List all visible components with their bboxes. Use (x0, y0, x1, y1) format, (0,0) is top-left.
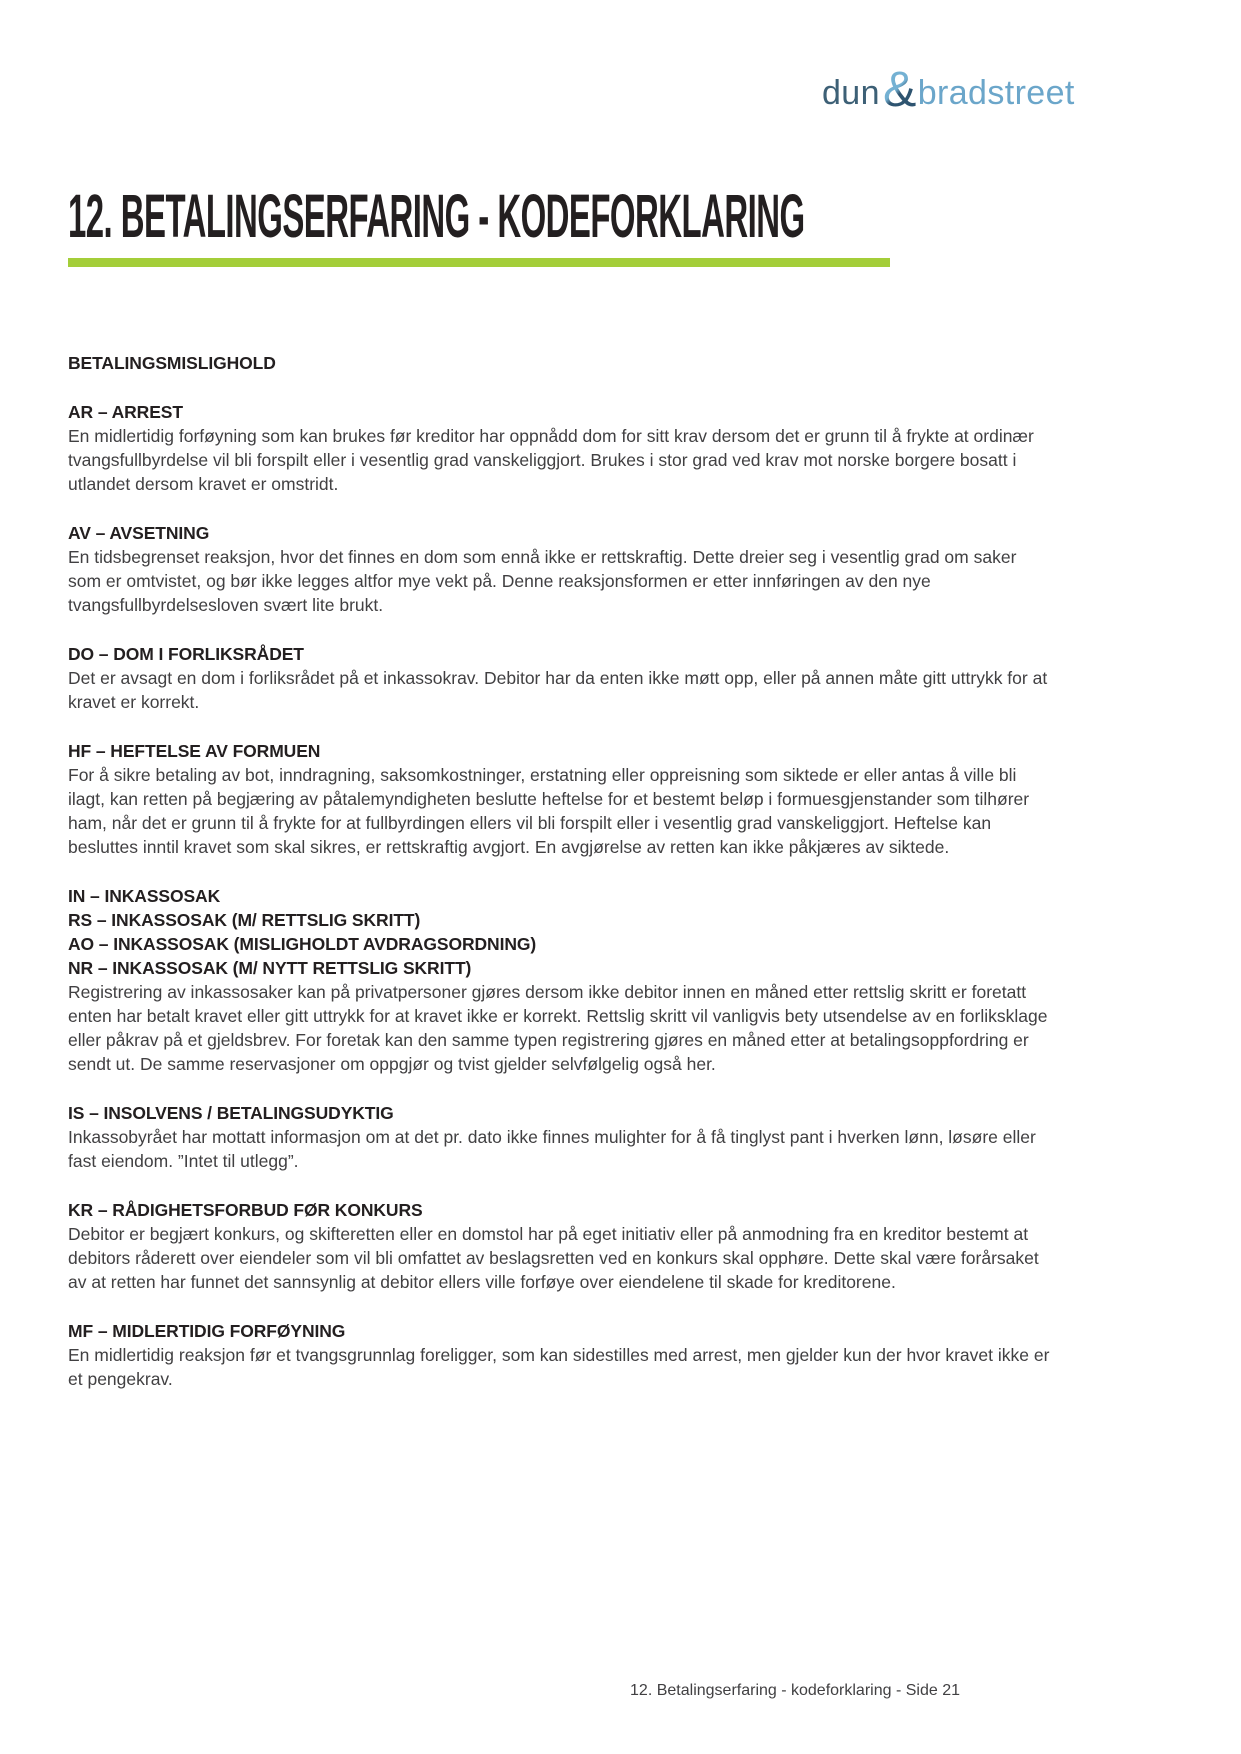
code-description: Inkassobyrået har mottatt informasjon om at det pr. dato ikke finnes mulighter for å få tinglyst pant i hverken lønn, løsøre eller fast eiendom. ”Intet til utlegg”. (68, 1127, 1036, 1171)
title-accent-rule (68, 258, 890, 267)
code-heading: KR – RÅDIGHETSFORBUD FØR KONKURS (68, 1200, 423, 1220)
code-description: En tidsbegrenset reaksjon, hvor det finnes en dom som ennå ikke er rettskraftig. Dette dreier seg i vesentlig grad om saker som er omtvistet, og bør ikke legges altfor mye vekt på. Denne reaksjonsformen er etter innføringen av den nye tvangsfullbyrdelsesloven svært lite brukt. (68, 547, 1017, 615)
code-description: For å sikre betaling av bot, inndragning, saksomkostninger, erstatning eller oppreisning som siktede er eller antas å ville bli ilagt, kan retten på begjæring av påtalemyndigheten beslutte heftelse for et bestemt beløp i formuesgjenstander som tilhører ham, når det er grunn til å frykte for at fullbyrdingen ellers vil bli forspilt eller i vesentlig grad vanskeliggjort. Heftelse kan besluttes inntil kravet som skal sikres, er rettskraftig avgjort. En avgjørelse av retten kan ikke påkjæres av siktede. (68, 765, 1030, 857)
section-ar (68, 400, 1053, 496)
code-description: Debitor er begjært konkurs, og skifteretten eller en domstol har på eget initiativ eller på anmodning fra en kreditor bestemt at debitors råderett over eiendeler som vil bli omfattet av beslagsretten ved en konkurs skal opphøre. Dette skal være forårsaket av at retten har funnet det sannsynlig at debitor ellers ville forføye over eiendelene til skade for kreditorene. (68, 1224, 1039, 1292)
code-heading: IN – INKASSOSAK (68, 886, 221, 906)
category-heading: BETALINGSMISLIGHOLD (68, 353, 276, 373)
code-heading: IS – INSOLVENS / BETALINGSUDYKTIG (68, 1103, 394, 1123)
code-heading: AV – AVSETNING (68, 523, 210, 543)
section-mf (68, 1319, 1053, 1391)
section-av (68, 521, 1053, 617)
code-heading: AR – ARREST (68, 402, 183, 422)
code-heading: HF – HEFTELSE AV FORMUEN (68, 741, 321, 761)
dun-bradstreet-logo (822, 61, 1075, 117)
code-heading: MF – MIDLERTIDIG FORFØYNING (68, 1321, 346, 1341)
section-hf (68, 739, 1053, 859)
section-kr (68, 1198, 1053, 1294)
code-description: Registrering av inkassosaker kan på privatpersoner gjøres dersom ikke debitor innen en måned etter rettslig skritt er foretatt enten har betalt kravet eller gitt uttrykk for at kravet ikke er korrekt. Rettslig skritt vil vanligvis bety utsendelse av en forliksklage eller påkrav på et gjeldsbrev. For foretak kan den samme typen registrering gjøres en måned etter at betalingsoppfordring er sendt ut. De samme reservasjoner om oppgjør og tvist gjelder selvfølgelig også her. (68, 982, 1048, 1074)
logo-ampersand-icon: & (882, 61, 917, 117)
page-footer: 12. Betalingserfaring - kodeforklaring - Side 21 (630, 1682, 960, 1699)
logo-text-bradstreet: bradstreet (917, 73, 1075, 112)
content (68, 351, 1053, 1391)
section-is (68, 1101, 1053, 1173)
page-title: 12. BETALINGSERFARING - KODEFORKLARING (68, 182, 805, 250)
code-heading: AO – INKASSOSAK (MISLIGHOLDT AVDRAGSORDNING) (68, 934, 537, 954)
section-do (68, 642, 1053, 714)
code-heading: NR – INKASSOSAK (M/ NYTT RETTSLIG SKRITT) (68, 958, 472, 978)
code-heading: RS – INKASSOSAK (M/ RETTSLIG SKRITT) (68, 910, 421, 930)
code-description: En midlertidig reaksjon før et tvangsgrunnlag foreligger, som kan sidestilles med arrest, men gjelder kun der hvor kravet ikke er et pengekrav. (68, 1345, 1050, 1389)
code-description: En midlertidig forføyning som kan brukes før kreditor har oppnådd dom for sitt krav dersom det er grunn til å frykte at ordinær tvangsfullbyrdelse vil bli forspilt eller i vesentlig grad vanskeliggjort. Brukes i stor grad ved krav mot norske borgere bosatt i utlandet dersom kravet er omstridt. (68, 426, 1034, 494)
section-in-rs-ao-nr (68, 884, 1053, 1076)
code-heading: DO – DOM I FORLIKSRÅDET (68, 644, 304, 664)
logo-text-dun: dun (822, 73, 880, 112)
code-description: Det er avsagt en dom i forliksrådet på et inkassokrav. Debitor har da enten ikke møtt opp, eller på annen måte gitt uttrykk for at kravet er korrekt. (68, 668, 1048, 712)
